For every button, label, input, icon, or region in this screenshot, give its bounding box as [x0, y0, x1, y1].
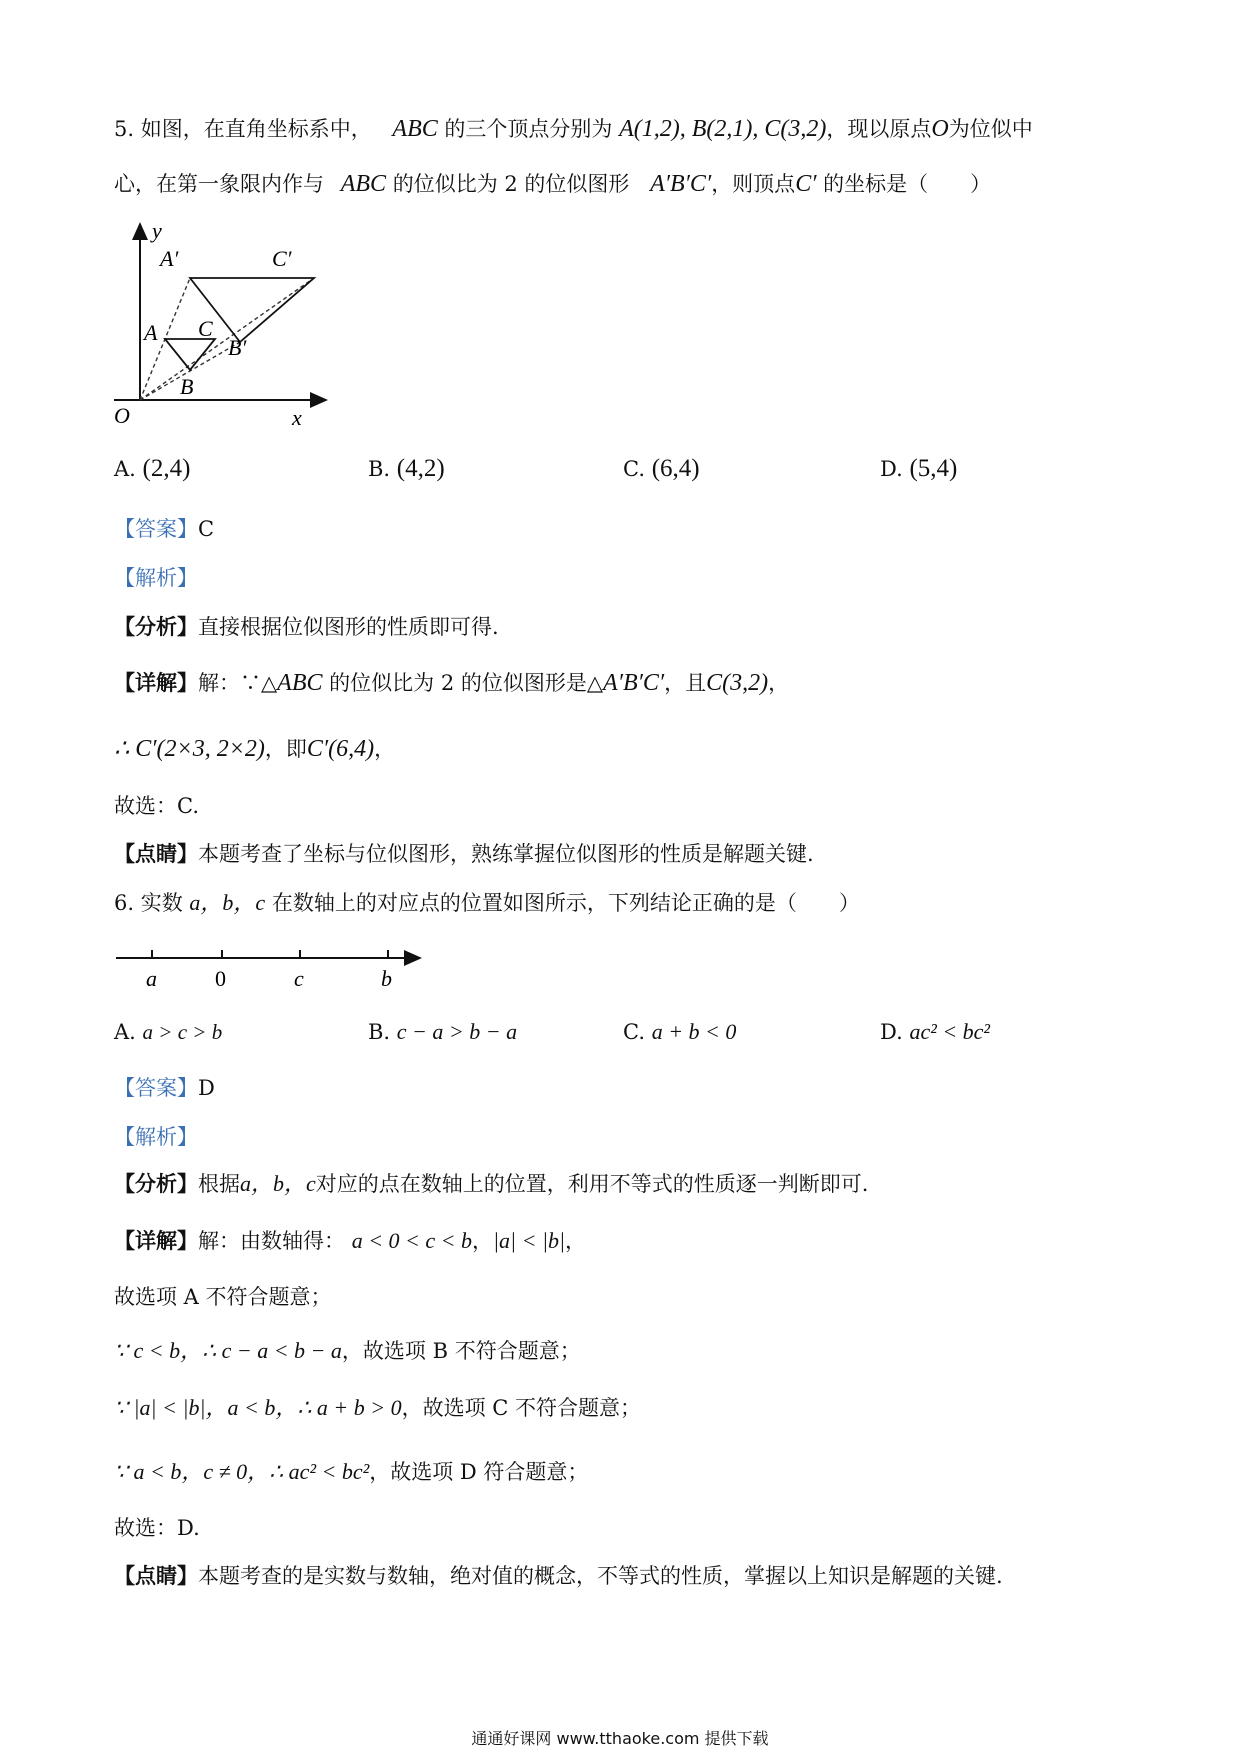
option-letter: A.	[114, 1020, 136, 1044]
q5-fenxi	[114, 611, 499, 643]
step-text: 故选项 A 不符合题意；	[114, 1285, 332, 1309]
label-b: B	[180, 374, 194, 399]
choose-text: 故选：D.	[114, 1516, 200, 1540]
fenxi-text: 根据	[198, 1172, 240, 1196]
q6-number-line	[112, 938, 432, 998]
label-c: C	[198, 316, 213, 341]
math-abc-prime: A′B′C′	[603, 670, 665, 696]
label-zero: 0	[215, 966, 226, 991]
math-step: ∵ |a| < |b|，a < b，∴ a + b > 0	[114, 1395, 402, 1420]
label-x: x	[292, 405, 302, 428]
choose-text: 故选：C.	[114, 794, 199, 818]
q6-fenxi	[114, 1168, 868, 1200]
math-result: C′(6,4)	[306, 736, 375, 762]
q5-xiangjie	[114, 667, 789, 699]
option-letter: D.	[880, 1020, 903, 1044]
q6-stem-text: 在数轴上的对应点的位置如图所示，下列结论正确的是（ ）	[271, 891, 860, 915]
q6-dianjing	[114, 1560, 1003, 1592]
option-value: (5,4)	[909, 455, 958, 482]
q6-answer	[114, 1072, 215, 1104]
option-letter: B.	[368, 457, 391, 481]
q5-option-d	[880, 453, 957, 485]
label-c: c	[294, 966, 304, 991]
triangle-symbol: △	[586, 671, 604, 695]
option-value: a + b < 0	[651, 1019, 737, 1044]
option-value: c − a > b − a	[396, 1019, 518, 1044]
option-letter: C.	[623, 1020, 645, 1044]
fenxi-vars: a，b，c	[240, 1171, 316, 1196]
fenxi-tag: 【分析】	[114, 1171, 198, 1196]
q5-option-b	[368, 453, 445, 485]
analysis-tag: 【解析】	[114, 1125, 198, 1149]
q6-option-b	[368, 1016, 517, 1048]
math-c: C(3,2)	[706, 670, 769, 696]
option-value: ac² < bc²	[909, 1019, 991, 1044]
math-abs: |a| < |b|	[493, 1228, 566, 1253]
q5-math-vertices: A(1,2), B(2,1), C(3,2)	[619, 116, 827, 142]
q6-step1	[114, 1281, 332, 1313]
option-value: (6,4)	[651, 455, 700, 482]
fenxi-text: 对应的点在数轴上的位置，利用不等式的性质逐一判断即可.	[315, 1172, 869, 1196]
option-letter: D.	[880, 457, 903, 481]
label-c-prime: C′	[272, 246, 292, 271]
xiangjie-text: ，	[565, 1229, 587, 1253]
answer-value: C	[198, 517, 215, 541]
q6-option-d	[880, 1016, 990, 1048]
q5-stem-text: 的三个顶点分别为	[444, 117, 613, 141]
q5-math-c-prime: C′	[795, 171, 817, 197]
answer-tag: 【答案】	[114, 517, 198, 541]
triangle-symbol: △	[261, 671, 278, 695]
q5-option-c	[623, 453, 700, 485]
q5-analysis-tag	[114, 562, 198, 594]
option-value: (4,2)	[396, 455, 445, 482]
q6-vars: a，b，c	[189, 890, 266, 915]
q5-stem-line1	[114, 113, 1033, 145]
analysis-tag: 【解析】	[114, 566, 198, 590]
xiangjie-tag: 【详解】	[114, 1228, 198, 1253]
option-value: a > c > b	[142, 1020, 223, 1044]
q5-stem-text: 的位似比为 2 的位似图形	[392, 172, 630, 196]
xiangjie-text: ，	[768, 671, 790, 695]
q5-stem-text: 的坐标是（ ）	[823, 172, 992, 196]
xiangjie-text: 的位似比为 2 的位似图形是	[329, 671, 587, 695]
label-b: b	[381, 966, 392, 991]
math-abc: ABC	[277, 670, 323, 696]
q5-stem-text: ，则顶点	[711, 172, 796, 196]
step-text: ，故选项 B 不符合题意；	[341, 1339, 581, 1363]
triangle-abc	[165, 339, 215, 370]
q5-stem-text: 5. 如图，在直角坐标系中，	[114, 117, 372, 141]
option-value: (2,4)	[142, 455, 191, 482]
xiangjie-text: ，且	[664, 671, 707, 695]
dianjing-tag: 【点睛】	[114, 1563, 198, 1588]
answer-tag: 【答案】	[114, 1076, 198, 1100]
math-step: ∴ C′(2×3, 2×2)	[114, 736, 265, 762]
q5-choose	[114, 790, 199, 822]
xiangjie-tag: 【详解】	[114, 670, 198, 695]
q6-option-c	[623, 1016, 736, 1048]
xiangjie-text: 解：∵	[198, 671, 261, 695]
q5-dianjing	[114, 838, 814, 870]
q5-stem-text: 心，在第一象限内作与	[114, 172, 324, 196]
dianjing-text: 本题考查了坐标与位似图形，熟练掌握位似图形的性质是解题关键.	[198, 842, 814, 866]
q6-step4	[114, 1456, 588, 1488]
q5-answer	[114, 513, 214, 545]
math-step: ∵ c < b，∴ c − a < b − a	[114, 1338, 342, 1363]
label-a: a	[146, 966, 157, 991]
step-text: ，故选项 C 不符合题意；	[401, 1396, 641, 1420]
label-b-prime: B′	[228, 335, 247, 360]
dianjing-tag: 【点睛】	[114, 841, 198, 866]
q6-stem	[114, 887, 860, 919]
q5-option-a	[114, 453, 190, 485]
q5-stem-text: ，现以原点	[826, 117, 932, 141]
step-text: ，	[374, 737, 396, 761]
q6-choose	[114, 1512, 200, 1544]
step-text: ，即	[264, 737, 307, 761]
q6-option-a	[114, 1016, 222, 1048]
option-letter: C.	[623, 457, 645, 481]
q6-analysis-tag	[114, 1121, 198, 1153]
page-footer: 通通好课网 www.tthaoke.com 提供下载	[471, 1729, 769, 1748]
xiangjie-text: ，	[472, 1229, 493, 1253]
q6-xiangjie	[114, 1225, 586, 1257]
q5-math-abc: ABC	[392, 116, 438, 142]
dianjing-text: 本题考查的是实数与数轴，绝对值的概念，不等式的性质，掌握以上知识是解题的关键.	[198, 1564, 1003, 1588]
q5-math-abc-prime: A′B′C′	[650, 171, 712, 197]
step-text: ，故选项 D 符合题意；	[369, 1460, 589, 1484]
label-o: O	[114, 403, 130, 428]
q5-stem-line2	[114, 168, 991, 200]
label-y: y	[152, 218, 162, 243]
q6-step3	[114, 1392, 641, 1424]
q5-stem-text: 为位似中	[948, 117, 1033, 141]
label-a-prime: A′	[160, 246, 179, 271]
fenxi-tag: 【分析】	[114, 614, 198, 639]
q5-step2	[114, 733, 395, 765]
q5-math-o: O	[931, 116, 949, 142]
option-letter: A.	[114, 457, 136, 481]
q5-math-abc: ABC	[340, 171, 387, 197]
fenxi-text: 直接根据位似图形的性质即可得.	[198, 615, 499, 639]
label-a: A	[144, 320, 158, 345]
q6-stem-text: 6. 实数	[114, 891, 183, 915]
math-step: ∵ a < b，c ≠ 0，∴ ac² < bc²	[114, 1459, 370, 1484]
q5-coordinate-figure	[100, 218, 340, 428]
math-inequality: a < 0 < c < b	[351, 1228, 472, 1253]
q6-step2	[114, 1335, 581, 1367]
option-letter: B.	[368, 1020, 391, 1044]
answer-value: D	[198, 1076, 215, 1100]
xiangjie-text: 解：由数轴得：	[198, 1229, 345, 1253]
